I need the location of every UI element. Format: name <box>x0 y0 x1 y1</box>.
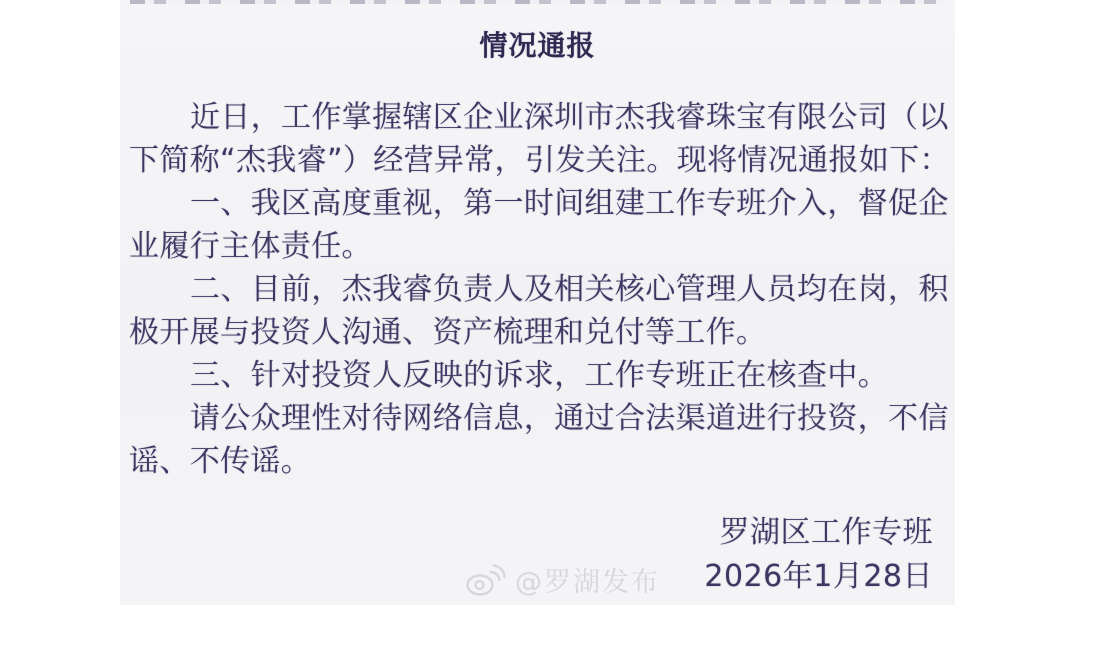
notice-line-2: 下简称“杰我睿”）经营异常，引发关注。现将情况通报如下： <box>129 143 950 178</box>
notice-line-4: 业履行主体责任。 <box>129 229 372 264</box>
notice-document <box>120 0 955 605</box>
notice-line-7: 三、针对投资人反映的诉求，工作专班正在核查中。 <box>190 358 889 393</box>
notice-line-1: 近日，工作掌握辖区企业深圳市杰我睿珠宝有限公司（以 <box>190 100 949 135</box>
signature-block <box>704 511 933 599</box>
cutoff-text-strip <box>130 0 945 4</box>
notice-body <box>129 96 953 483</box>
notice-line-9: 谣、不传谣。 <box>129 444 312 479</box>
signature-name: 罗湖区工作专班 <box>719 515 933 550</box>
notice-line-3: 一、我区高度重视，第一时间组建工作专班介入，督促企 <box>190 186 949 221</box>
signature-date: 2026年1月28日 <box>704 559 933 594</box>
notice-line-8: 请公众理性对待网络信息，通过合法渠道进行投资，不信 <box>190 401 949 436</box>
weibo-icon <box>464 561 506 599</box>
notice-title: 情况通报 <box>479 29 596 62</box>
notice-line-6: 极开展与投资人沟通、资产梳理和兑付等工作。 <box>129 315 767 350</box>
watermark <box>464 560 660 599</box>
notice-line-5: 二、目前，杰我睿负责人及相关核心管理人员均在岗，积 <box>190 272 949 307</box>
watermark-handle: @罗湖发布 <box>515 567 660 598</box>
